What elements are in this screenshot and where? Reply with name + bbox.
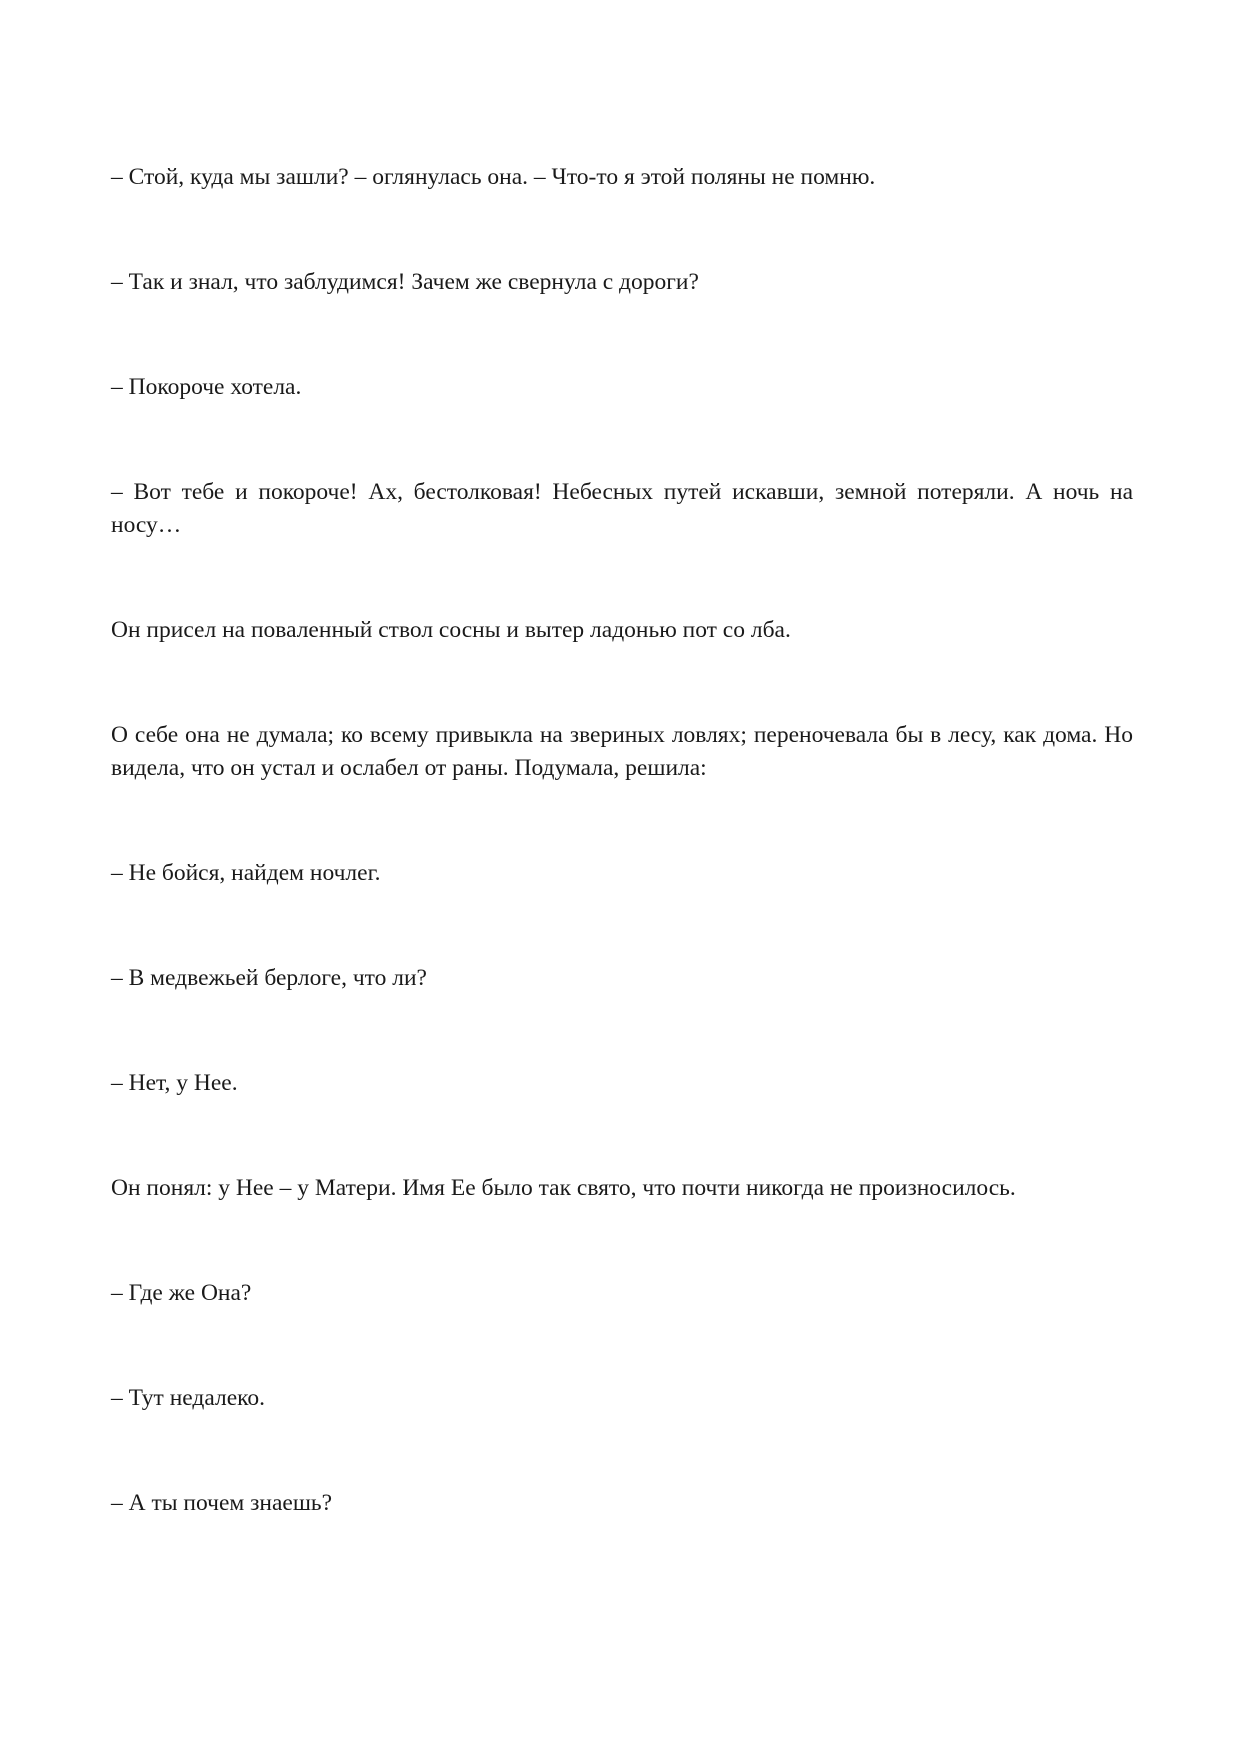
paragraph-1: – Стой, куда мы зашли? – оглянулась она. – Что-то я этой поляны не помню. bbox=[111, 164, 876, 190]
paragraph-12: – Тут недалеко. bbox=[111, 1385, 266, 1411]
paragraph-2: – Так и знал, что заблудимся! Зачем же свернула с дороги? bbox=[111, 269, 699, 295]
paragraph-8: – В медвежьей берлоге, что ли? bbox=[111, 965, 427, 991]
paragraph-13: – А ты почем знаешь? bbox=[111, 1490, 333, 1516]
paragraph-11: – Где же Она? bbox=[111, 1280, 252, 1306]
paragraph-7: – Не бойся, найдем ночлег. bbox=[111, 860, 381, 886]
paragraph-4: – Вот тебе и покороче! Ах, бестолковая! Небесных путей искавши, земной потеряли. А ночь на носу… bbox=[111, 479, 1133, 538]
paragraph-5: Он присел на поваленный ствол сосны и вытер ладонью пот со лба. bbox=[111, 617, 791, 643]
paragraph-10: Он понял: у Нее – у Матери. Имя Ее было так свято, что почти никогда не произносилось. bbox=[111, 1175, 1016, 1201]
paragraph-9: – Нет, у Нее. bbox=[111, 1070, 238, 1096]
paragraph-3: – Покороче хотела. bbox=[111, 374, 302, 400]
paragraph-6: О себе она не думала; ко всему привыкла на звериных ловлях; переночевала бы в лесу, как дома. Но видела, что он устал и ослабел от раны. Подумала, решила: bbox=[111, 722, 1133, 781]
